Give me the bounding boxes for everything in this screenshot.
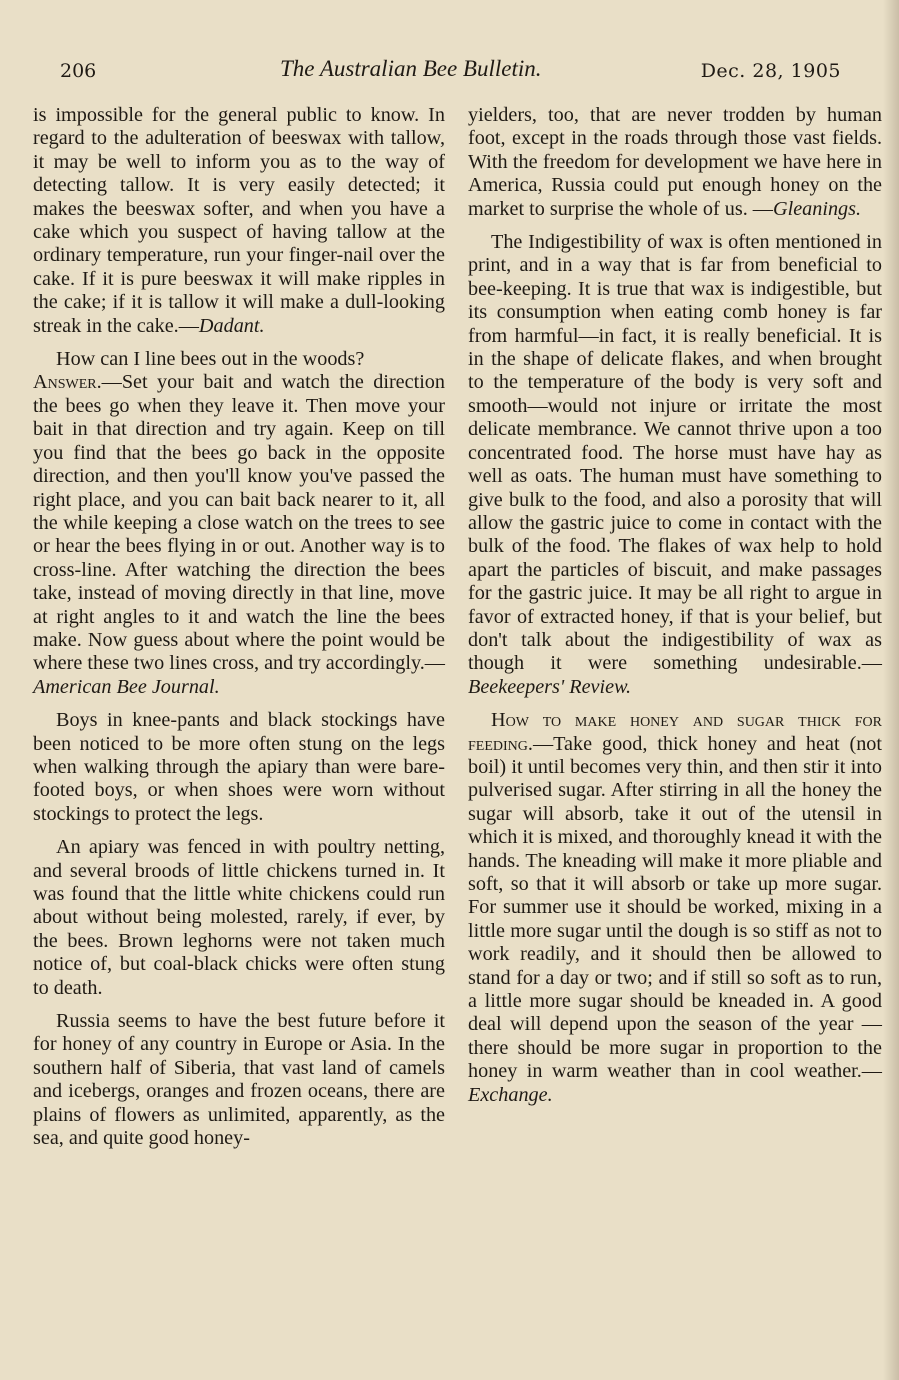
answer-line-out-bees: [33, 371, 445, 699]
paragraph-adulteration: [33, 104, 445, 338]
source-citation: Exchange.: [468, 1083, 553, 1106]
answer-text: —Set your bait and watch the direction the bees go when they leave it. Then move your bait in that direction and try again. Keep on till you find that the bees go back in the opposite direction, and then you'll know you've passed the right place, and you can bait back nearer to it, all the while keeping a close watch on the trees to see or hear the bees flying in or out. Another way is to cross-line. After watching the direction the bees take, instead of moving directly in that line, move at right angles to it and watch the line the bees make. Now guess about where the point would be where these two lines cross, and try accordingly.—: [33, 371, 445, 675]
question-text: How can I line bees out in the woods?: [56, 348, 365, 371]
paragraph-text: yielders, too, that are never trodden by human foot, except in the roads through those vast fields. With the freedom for development we have here in America, Russia could put enough honey on the market to surprise the whole of us. —: [468, 104, 882, 220]
section-heading: How to make honey and sugar thick for feeding.: [468, 709, 882, 755]
question-line-out-bees: [33, 348, 445, 371]
page-header: [60, 56, 869, 90]
paragraph-indigestibility-of-wax: [468, 231, 882, 699]
source-citation: American Bee Journal.: [33, 675, 220, 698]
page-edge-shadow: [883, 0, 899, 1380]
paragraph-chickens: [33, 836, 445, 1000]
paragraph-text: An apiary was fenced in with poultry netting, and several broods of little chickens turned in. It was found that the little white chickens could run about without being molested, rarely, if ever, by the bees. Brown leghorns were not taken much notice of, but coal-black chicks were often stung to death.: [33, 836, 445, 999]
paragraph-text: is impossible for the general public to know. In regard to the adulteration of beeswax with tallow, it may be well to inform you as to the way of detecting tallow. It is very easily detected; it makes the beeswax softer, and when you have a cake which you suspect of having tallow at the ordinary temperature, run your finger-nail over the cake. If it is pure beeswax it will make ripples in the cake; if it is tallow it will make a dull-looking streak in the cake.—: [33, 104, 445, 337]
paragraph-text: Russia seems to have the best future before it for honey of any country in Europe or Asia. In the southern half of Siberia, that vast land of camels and icebergs, oranges and frozen oceans, there are plains of flowers as unlimited, apparently, as the sea, and quite good honey-: [33, 1010, 445, 1150]
paragraph-stockings: [33, 709, 445, 826]
page-number: 206: [60, 60, 97, 82]
source-citation: Beekeepers' Review.: [468, 675, 632, 698]
journal-title: The Australian Bee Bulletin.: [280, 56, 542, 81]
paragraph-text: Boys in knee-pants and black stockings have been noticed to be more often stung on the legs when walking through the apiary than were bare-footed boys, or when shoes were worn without stockings to protect the legs.: [33, 709, 445, 825]
issue-date: Dec. 28, 1905: [700, 60, 841, 82]
paragraph-russia: [33, 1010, 445, 1150]
source-citation: Dadant.: [198, 314, 265, 337]
paragraph-russia-continued: [468, 104, 882, 221]
left-column: [33, 104, 445, 1160]
right-column: [468, 104, 882, 1117]
source-citation: Gleanings.: [773, 197, 862, 220]
answer-label: Answer.: [33, 371, 102, 394]
paragraph-text: —Take good, thick honey and heat (not boil) it until becomes very thin, and then stir it into pulverised sugar. After stirring in all the honey the sugar will absorb, take it out of the utensil in which it is mixed, and thoroughly knead it with the hands. The kneading will make it more pliable and soft, so that it will absorb or take up more sugar. For summer use it should be worked, mixing in a little more sugar until the dough is so stiff as not to work readily, and it should then be allowed to stand for a day or two; and if still so soft as to run, a little more sugar should be kneaded in. A good deal will depend upon the season of the year — there should be more sugar in proportion to the honey in warm weather than in cool weather.—: [468, 732, 882, 1083]
paragraph-text: The Indigestibility of wax is often mentioned in print, and in a way that is far from beneficial to bee-keeping. It is true that wax is indigestible, but its consumption when eating comb honey is far from harmful—in fact, it is really beneficial. It is in the shape of delicate flakes, and when brought to the temperature of the body is very soft and smooth—would not injure or irritate the most delicate membrance. We cannot thrive upon a too concentrated food. The horse must have hay as well as oats. The human must have something to give bulk to the food, and also a porosity that will allow the gastric juice to come in contact with the bulk of the food. The flakes of wax help to hold apart the particles of biscuit, and make passages for the gastric juice. It may be all right to argue in favor of extracted honey, if that is your belief, but don't talk about the indigestibility of wax as though it were something undesirable.—: [468, 231, 882, 675]
paragraph-honey-sugar-feeding: [468, 709, 882, 1107]
